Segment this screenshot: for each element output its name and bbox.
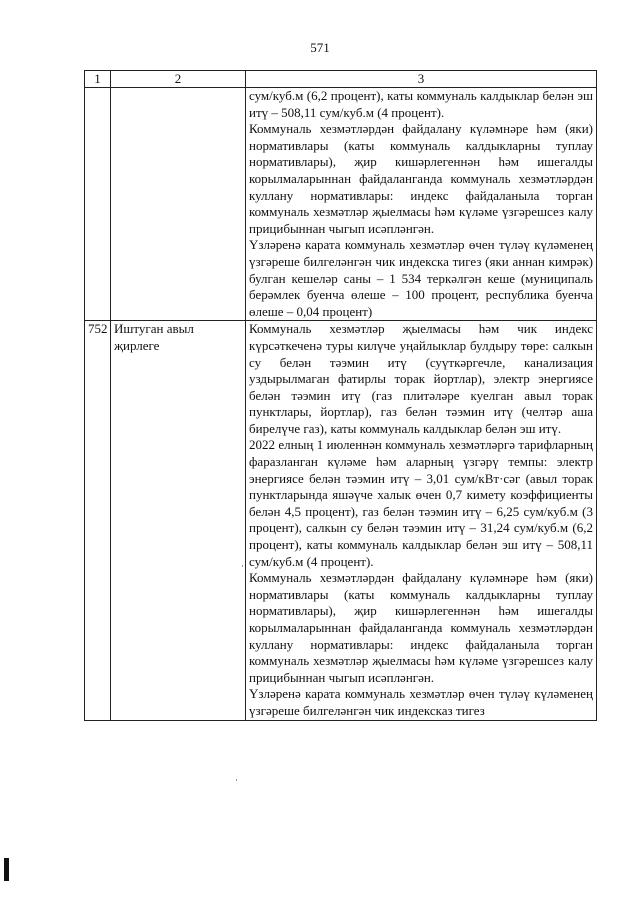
- settlement-name: Иштуган авыл җирлеге: [111, 321, 246, 720]
- paragraph: Коммуналь хезмәтләрдән файдалану күләмнәре һәм (яки) нормативлары (каты коммуналь калдыкларны туплау нормативлары), җир кишәрлегеннән һәм ишегалды корылмаларыннан файдаланганда коммуналь хезмәтләрдән куллану нормативлары: индекс файдаланыла торган коммуналь хезмәтләр җыелмасы һәм күләме үзгәрешсез калу прицибыннан чыгып исәпләнгән.: [249, 570, 593, 685]
- column-header: 1: [85, 71, 111, 88]
- row-number: 752: [85, 321, 111, 720]
- scan-speck: [236, 779, 237, 781]
- scan-speck: [242, 565, 243, 567]
- column-header: 3: [246, 71, 597, 88]
- paragraph: 2022 елның 1 июленнән коммуналь хезмәтләргә тарифларның фаразланган күләме һәм аларның үзгәрү темпы: электр энергиясе белән тәэмин итү – 3,01 сум/кВт·сәг (авыл торак пунктларында яшәүче халык өчен 0,7 кимету коэффициенты белән 4,5 процент), газ белән тәэмин итү – 6,25 сум/куб.м (3 процент), салкын су белән тәэмин итү – 31,24 сум/куб.м (6,2 процент), каты коммуналь калдыклар белән эш итү – 508,11 сум/куб.м (4 процент).: [249, 437, 593, 569]
- paragraph: Коммуналь хезмәтләр җыелмасы һәм чик индекс күрсәткеченә туры килүче уңайлыклар булдыру төре: салкын су белән тәэмин итү (суүткәргечле, канализация уздырылмаган фатирлы торак йортлар), электр энергиясе белән тәэмин итү (газ плитәләре куелган авыл торак пунктлары, йортлар), газ белән тәэмин итү (челтәр аша бирелүче газ), каты коммуналь калдыклар белән эш итү.: [249, 321, 593, 436]
- settlement-name: [111, 88, 246, 321]
- description-cell: [246, 321, 597, 720]
- table-row: [85, 88, 597, 321]
- page-number: 571: [310, 40, 330, 55]
- column-header: 2: [111, 71, 246, 88]
- paragraph: Коммуналь хезмәтләрдән файдалану күләмнәре һәм (яки) нормативлары (каты коммуналь калдыкларны туплау нормативлары), җир кишәрлегеннән һәм ишегалды корылмаларыннан файдаланганда коммуналь хезмәтләрдән куллану нормативлары: индекс файдаланыла торган коммуналь хезмәтләр җыелмасы һәм күләме үзгәрешсез калу прицибыннан чыгып исәпләнгән.: [249, 121, 593, 236]
- scan-edge-mark: [4, 858, 9, 881]
- paragraph: Үзләренә карата коммуналь хезмәтләр өчен түләү күләменең үзгәреше билгеләнгән чик индекска тигез (яки аннан кимрәк) булган кешеләр саны – 1 534 теркәлгән кеше (муниципаль берәмлек буенча өлеше – 100 процент, республика буенча өлеше – 0,04 процент): [249, 237, 593, 319]
- paragraph: Үзләренә карата коммуналь хезмәтләр өчен түләү күләменең үзгәреше билгеләнгән чик индексказ тигез: [249, 686, 593, 718]
- table-row: [85, 321, 597, 720]
- document-table: [84, 70, 597, 721]
- row-number: [85, 88, 111, 321]
- description-cell: [246, 88, 597, 321]
- paragraph: сум/куб.м (6,2 процент), каты коммуналь калдыклар белән эш итү – 508,11 сум/куб.м (4 процент).: [249, 88, 593, 120]
- table-header-row: [85, 71, 597, 88]
